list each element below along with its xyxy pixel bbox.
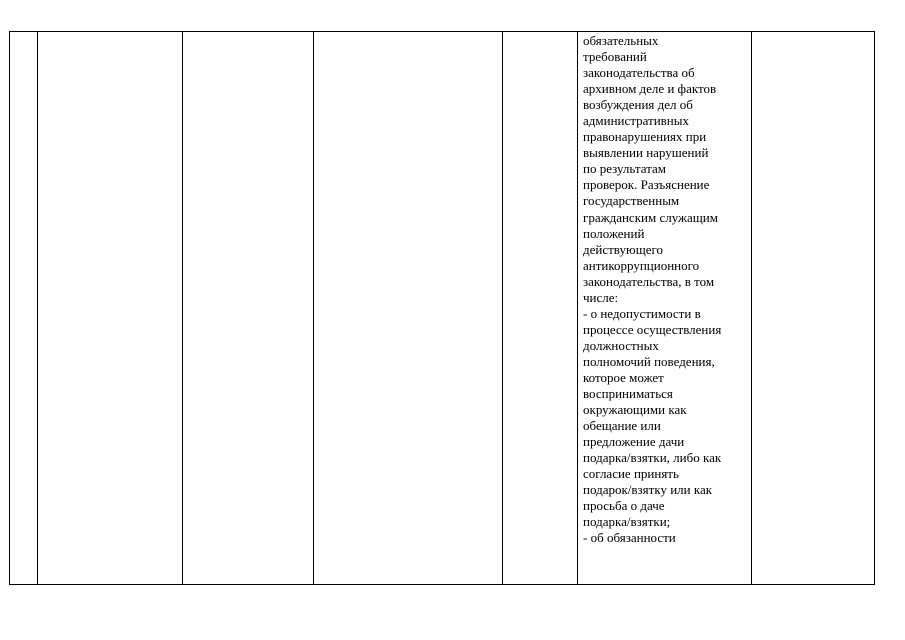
text-line: процессе осуществления	[583, 321, 722, 337]
text-line: которое может	[583, 369, 664, 385]
text-line: законодательства, в том	[583, 273, 715, 289]
text-line: - о недопустимости в	[583, 305, 701, 321]
text-line: обещание или	[583, 418, 661, 434]
text-line: окружающими как	[583, 402, 687, 418]
text-line: просьба о даче	[583, 498, 665, 514]
text-line: - об обязанности	[583, 530, 676, 546]
cell-text-block	[578, 32, 751, 547]
text-line: подарка/взятки, либо как	[583, 450, 722, 466]
text-line: административных	[583, 113, 689, 129]
text-line: подарок/взятку или как	[583, 482, 713, 498]
text-line: обязательных	[583, 33, 659, 48]
table-cell-col-4	[314, 32, 503, 585]
table-cell-col-3	[183, 32, 314, 585]
table-cell-col-6	[578, 32, 752, 585]
text-line: государственным	[583, 193, 680, 209]
text-line: законодательства об	[583, 65, 695, 81]
document-table	[9, 31, 875, 585]
text-line: гражданским служащим	[583, 209, 718, 225]
table-cell-col-2	[38, 32, 183, 585]
text-line: предложение дачи	[583, 434, 685, 450]
text-line: числе:	[583, 289, 619, 305]
text-line: архивном деле и фактов	[583, 81, 717, 97]
table-cell-col-7	[752, 32, 875, 585]
text-line: проверок. Разъяснение	[583, 177, 710, 193]
text-line: восприниматься	[583, 386, 673, 402]
text-line: требований	[583, 49, 647, 65]
text-line: полномочий поведения,	[583, 353, 715, 369]
text-line: по результатам	[583, 161, 666, 177]
text-line: антикоррупционного	[583, 257, 700, 273]
text-line: возбуждения дел об	[583, 97, 693, 113]
text-line: должностных	[583, 337, 659, 353]
text-line: выявлении нарушений	[583, 145, 709, 161]
text-line: подарка/взятки;	[583, 514, 671, 530]
text-line: согласие принять	[583, 466, 679, 482]
text-line: действующего	[583, 241, 663, 257]
table-cell-col-1	[10, 32, 38, 585]
text-line: положений	[583, 225, 645, 241]
table-row	[10, 32, 875, 585]
text-line: правонарушениях при	[583, 129, 707, 145]
table-cell-col-5	[503, 32, 578, 585]
